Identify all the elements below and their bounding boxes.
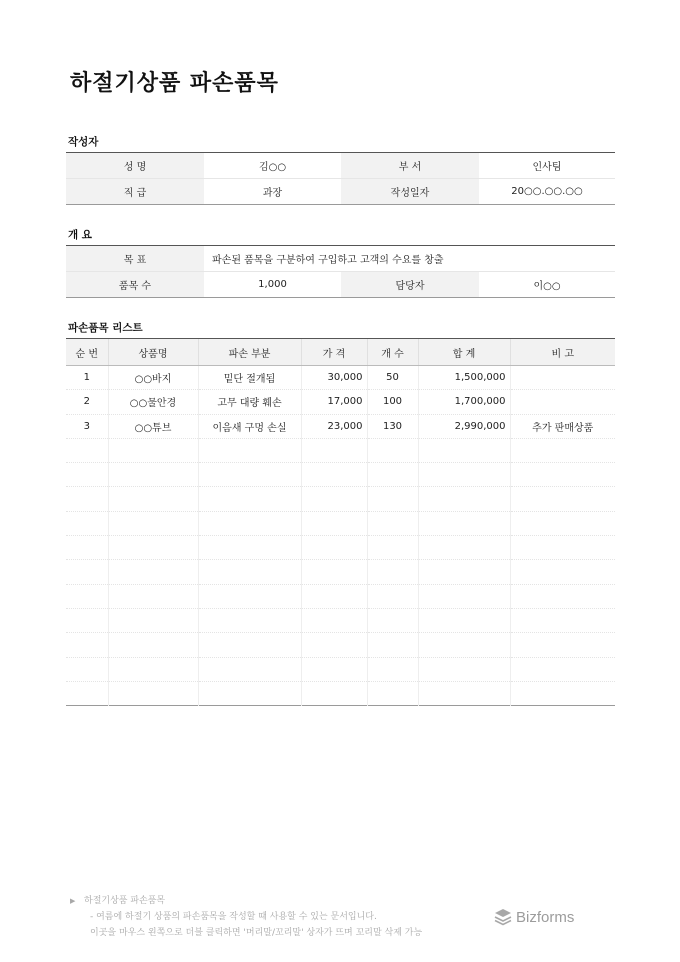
logo-text: Bizforms [516, 908, 575, 926]
empty-cell [367, 463, 418, 487]
row-number-cell: 1 [66, 366, 108, 390]
bizforms-logo [494, 908, 574, 926]
empty-cell [198, 657, 301, 681]
empty-cell [108, 657, 198, 681]
empty-cell [418, 681, 510, 705]
rank-value: 과장 [262, 188, 283, 199]
empty-cell [108, 511, 198, 535]
empty-cell [367, 608, 418, 632]
triangle-bullet-icon: ▶ [70, 897, 76, 905]
empty-cell [367, 584, 418, 608]
empty-cell [66, 681, 108, 705]
overview-section-label: 개 요 [68, 229, 92, 241]
empty-cell [510, 536, 615, 560]
product-name-cell: ○○바지 [108, 366, 198, 390]
row-number-cell: 2 [66, 390, 108, 414]
price-cell: 17,000 [301, 390, 367, 414]
table-row [66, 246, 615, 272]
quantity-cell: 50 [367, 366, 418, 390]
empty-cell [510, 681, 615, 705]
empty-cell [108, 608, 198, 632]
empty-table-row [66, 633, 615, 657]
damage-part-cell: 이음새 구멍 손실 [198, 414, 301, 438]
col-header-note: 비 고 [510, 339, 615, 366]
table-header-row [66, 339, 615, 366]
overview-table [66, 245, 615, 298]
empty-cell [108, 438, 198, 462]
empty-cell [301, 487, 367, 511]
empty-cell [301, 536, 367, 560]
empty-cell [367, 438, 418, 462]
empty-cell [367, 657, 418, 681]
empty-cell [367, 511, 418, 535]
empty-cell [198, 560, 301, 584]
empty-table-row [66, 681, 615, 705]
empty-cell [510, 608, 615, 632]
goal-value: 파손된 품목을 구분하여 구입하고 고객의 수요를 창출 [204, 246, 615, 272]
table-row [66, 390, 615, 414]
empty-table-row [66, 487, 615, 511]
empty-cell [108, 633, 198, 657]
empty-cell [301, 438, 367, 462]
empty-cell [108, 536, 198, 560]
empty-cell [418, 657, 510, 681]
empty-cell [301, 560, 367, 584]
empty-cell [418, 463, 510, 487]
quantity-cell: 130 [367, 414, 418, 438]
empty-cell [198, 511, 301, 535]
empty-table-row [66, 536, 615, 560]
name-label: 성 명 [66, 153, 204, 179]
empty-cell [198, 463, 301, 487]
quantity-cell: 100 [367, 390, 418, 414]
table-row [66, 179, 615, 205]
empty-cell [367, 487, 418, 511]
empty-cell [301, 681, 367, 705]
empty-cell [510, 487, 615, 511]
empty-cell [418, 536, 510, 560]
date-value: 20○○.○○.○○ [511, 186, 583, 197]
total-cell: 2,990,000 [418, 414, 510, 438]
empty-cell [66, 657, 108, 681]
empty-cell [301, 657, 367, 681]
empty-table-row [66, 657, 615, 681]
item-count-label: 품목 수 [66, 272, 204, 298]
empty-cell [301, 633, 367, 657]
damage-part-cell: 고무 대량 훼손 [198, 390, 301, 414]
empty-cell [108, 487, 198, 511]
col-header-quantity: 개 수 [367, 339, 418, 366]
empty-cell [198, 438, 301, 462]
table-row [66, 153, 615, 179]
document-title: 하절기상품 파손품목 [70, 71, 279, 96]
date-label: 작성일자 [341, 179, 479, 205]
footer-hint: 이곳을 마우스 왼쪽으로 더블 클릭하면 '머리말/꼬리말' 상자가 뜨며 꼬리말 삭제 가능 [90, 928, 423, 938]
empty-cell [301, 584, 367, 608]
note-cell [510, 390, 615, 414]
empty-cell [367, 560, 418, 584]
empty-cell [367, 681, 418, 705]
empty-table-row [66, 463, 615, 487]
empty-cell [66, 536, 108, 560]
empty-cell [418, 633, 510, 657]
empty-cell [367, 536, 418, 560]
empty-cell [66, 511, 108, 535]
product-name-cell: ○○물안경 [108, 390, 198, 414]
empty-cell [108, 463, 198, 487]
empty-cell [66, 487, 108, 511]
empty-cell [418, 560, 510, 584]
empty-cell [418, 487, 510, 511]
empty-cell [301, 608, 367, 632]
empty-cell [66, 584, 108, 608]
col-header-number: 순 번 [66, 339, 108, 366]
price-cell: 30,000 [301, 366, 367, 390]
empty-cell [66, 560, 108, 584]
total-cell: 1,700,000 [418, 390, 510, 414]
empty-cell [198, 536, 301, 560]
price-cell: 23,000 [301, 414, 367, 438]
empty-cell [198, 487, 301, 511]
col-header-damage: 파손 부분 [198, 339, 301, 366]
col-header-total: 합 계 [418, 339, 510, 366]
empty-cell [510, 463, 615, 487]
empty-cell [66, 633, 108, 657]
table-row [66, 272, 615, 298]
empty-cell [418, 438, 510, 462]
row-number-cell: 3 [66, 414, 108, 438]
note-cell: 추가 판매상품 [510, 414, 615, 438]
empty-cell [301, 463, 367, 487]
empty-cell [418, 584, 510, 608]
bizforms-stack-icon [494, 908, 512, 926]
department-label: 부 서 [341, 153, 479, 179]
empty-cell [198, 681, 301, 705]
total-cell: 1,500,000 [418, 366, 510, 390]
empty-table-row [66, 511, 615, 535]
table-row [66, 414, 615, 438]
table-row [66, 366, 615, 390]
empty-cell [510, 438, 615, 462]
empty-cell [418, 608, 510, 632]
empty-cell [510, 657, 615, 681]
empty-cell [108, 560, 198, 584]
empty-cell [510, 633, 615, 657]
author-table [66, 152, 615, 205]
goal-label: 목 표 [66, 246, 204, 272]
footer-description: - 여름에 하절기 상품의 파손품목을 작성할 때 사용할 수 있는 문서입니다. [90, 912, 377, 922]
empty-cell [418, 511, 510, 535]
empty-cell [510, 584, 615, 608]
list-section-label: 파손품목 리스트 [68, 322, 143, 334]
empty-cell [301, 511, 367, 535]
note-cell [510, 366, 615, 390]
empty-cell [108, 584, 198, 608]
product-name-cell: ○○튜브 [108, 414, 198, 438]
empty-table-row [66, 608, 615, 632]
empty-cell [198, 608, 301, 632]
col-header-price: 가 격 [301, 339, 367, 366]
empty-cell [367, 633, 418, 657]
manager-label: 담당자 [341, 272, 479, 298]
author-section-label: 작성자 [68, 136, 99, 148]
rank-label: 직 급 [66, 179, 204, 205]
empty-cell [198, 633, 301, 657]
footer-title: 하절기상품 파손품목 [84, 896, 166, 906]
empty-table-row [66, 584, 615, 608]
empty-cell [198, 584, 301, 608]
item-count-value: 1,000 [258, 279, 287, 290]
empty-table-row [66, 438, 615, 462]
col-header-product: 상품명 [108, 339, 198, 366]
empty-cell [510, 560, 615, 584]
empty-table-row [66, 560, 615, 584]
damage-list-table [66, 338, 615, 706]
empty-cell [108, 681, 198, 705]
damage-part-cell: 밑단 절개됨 [198, 366, 301, 390]
empty-cell [66, 608, 108, 632]
empty-cell [510, 511, 615, 535]
manager-value: 이○○ [533, 281, 561, 292]
footer-note [70, 893, 422, 941]
empty-cell [66, 438, 108, 462]
department-value: 인사팀 [479, 153, 615, 179]
name-value: 김○○ [204, 153, 341, 179]
empty-cell [66, 463, 108, 487]
